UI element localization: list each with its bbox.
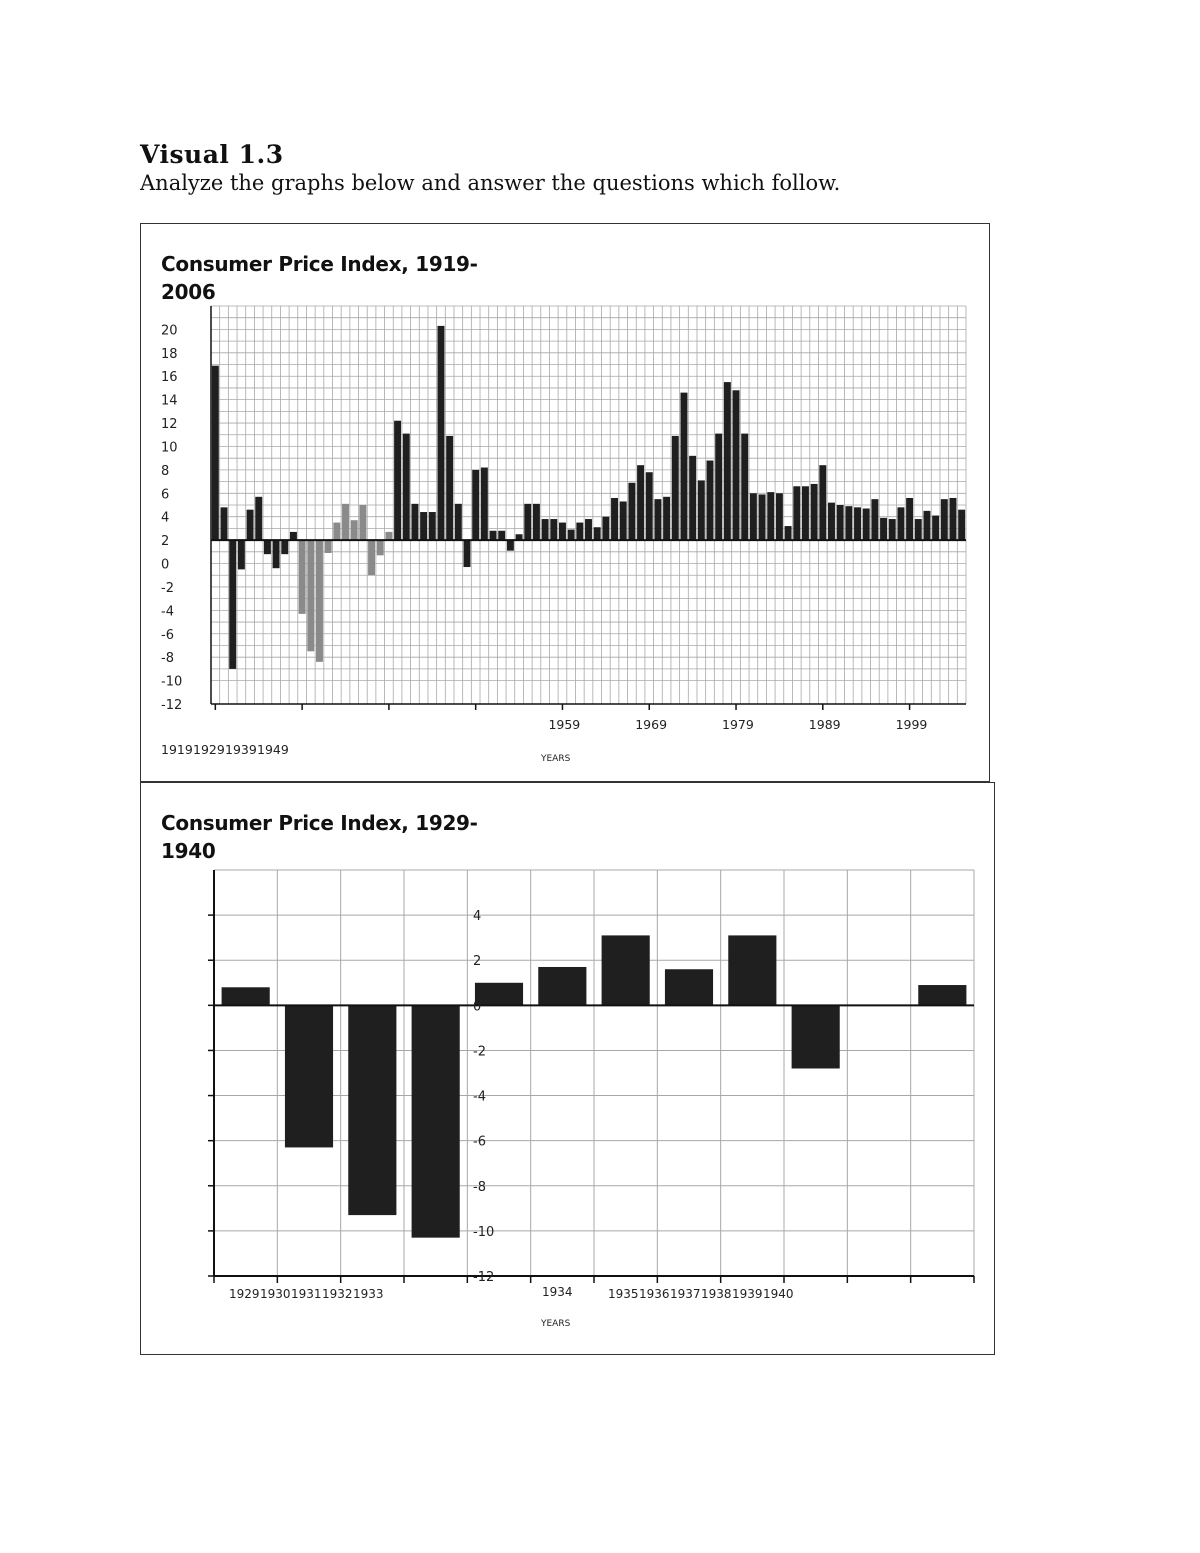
- bar-1920: [221, 507, 228, 540]
- bar-1974: [689, 456, 696, 540]
- y-tick-label: 14: [161, 393, 178, 409]
- x-tick-label: 1939: [225, 742, 257, 757]
- x-axis-label: YEARS: [541, 1319, 571, 1329]
- bar-1931: [316, 540, 323, 662]
- x-tick-label: 1959: [548, 717, 581, 732]
- y-tick-label: -2: [161, 580, 174, 596]
- x-tick-label: 1929: [229, 1287, 260, 1301]
- x-axis-label: YEARS: [541, 754, 571, 764]
- bar-1930: [307, 540, 314, 651]
- chart-title: Consumer Price Index, 1929-1940: [161, 811, 478, 863]
- bar-1927: [281, 540, 288, 554]
- y-tick-label: -4: [473, 1089, 486, 1105]
- bar-1966: [620, 501, 627, 540]
- bar-1928: [290, 532, 297, 540]
- bar-1969: [646, 472, 653, 540]
- bar-2005: [958, 510, 965, 540]
- chart-title: Consumer Price Index, 1919-2006: [161, 252, 478, 304]
- y-tick-label: 2: [473, 954, 482, 970]
- bar-1936: [359, 505, 366, 540]
- bar-1956: [533, 504, 540, 540]
- bar-1999: [906, 498, 913, 540]
- bar-1944: [429, 512, 436, 540]
- bar-1955: [524, 504, 531, 540]
- bar-1967: [628, 483, 635, 540]
- bar-1949: [472, 470, 479, 540]
- bar-1960: [568, 530, 575, 541]
- x-tick-label: 1931: [291, 1287, 322, 1301]
- y-tick-label: -10: [161, 674, 183, 690]
- bar-1943: [420, 512, 427, 540]
- x-tick-label: 1932: [322, 1287, 353, 1301]
- y-tick-label: -10: [473, 1224, 495, 1240]
- bar-1919: [212, 366, 219, 540]
- x-tick-label: 1939: [732, 1287, 763, 1301]
- bar-1947: [455, 504, 462, 540]
- y-tick-label: -12: [473, 1270, 495, 1285]
- bar-1924: [255, 497, 262, 540]
- bar-1998: [897, 507, 904, 540]
- bar-1985: [785, 526, 792, 540]
- x-tick-label: 1969: [635, 717, 668, 732]
- bar-1923: [247, 510, 254, 540]
- bar-1935: [351, 520, 358, 540]
- bar-1941: [403, 434, 410, 541]
- bar-1936: [665, 969, 713, 1005]
- y-tick-label: -6: [473, 1134, 486, 1150]
- bar-1935: [602, 935, 650, 1005]
- y-tick-label: 2: [161, 534, 170, 550]
- bar-1930: [285, 1005, 333, 1147]
- bar-1962: [585, 519, 592, 540]
- bar-1938: [377, 540, 384, 555]
- bar-1976: [707, 461, 714, 541]
- bar-1957: [542, 519, 549, 540]
- x-tick-label: 1937: [670, 1287, 701, 1301]
- bar-1931: [348, 1005, 396, 1215]
- bar-1940: [394, 421, 401, 540]
- bar-1977: [715, 434, 722, 541]
- bar-1991: [837, 505, 844, 540]
- bar-1970: [654, 499, 661, 540]
- bar-1925: [264, 540, 271, 554]
- bar-1921: [229, 540, 236, 669]
- y-tick-label: 10: [161, 440, 178, 456]
- x-tick-label: 1935: [608, 1287, 639, 1301]
- page-instructions: Analyze the graphs below and answer the questions which follow.: [140, 171, 841, 195]
- bar-1989: [819, 465, 826, 540]
- x-tick-label: 1933: [353, 1287, 384, 1301]
- x-tick-label: 1919: [161, 742, 193, 757]
- bar-1972: [672, 436, 679, 540]
- x-tick-label: 1934: [542, 1285, 573, 1299]
- y-tick-label: -6: [161, 627, 174, 643]
- y-tick-label: -12: [161, 698, 183, 713]
- x-tick-label: 1989: [808, 717, 841, 732]
- y-tick-label: -8: [161, 651, 174, 667]
- y-tick-label: 4: [161, 510, 170, 526]
- y-tick-label: -4: [161, 604, 174, 620]
- bar-1933: [475, 983, 523, 1006]
- bar-1945: [438, 326, 445, 540]
- bar-1932: [412, 1005, 460, 1237]
- bar-1963: [594, 527, 601, 540]
- bar-1994: [863, 509, 870, 541]
- bar-1980: [741, 434, 748, 541]
- y-tick-label: 4: [473, 909, 482, 925]
- y-tick-label: 0: [161, 557, 170, 573]
- y-tick-label: -2: [473, 1044, 486, 1060]
- bar-2004: [950, 498, 957, 540]
- bar-1982: [759, 494, 766, 540]
- bar-1939: [385, 532, 392, 540]
- bar-1971: [663, 497, 670, 540]
- bar-1958: [550, 519, 557, 540]
- bar-1964: [602, 517, 609, 540]
- bar-1992: [845, 506, 852, 540]
- bar-1986: [793, 486, 800, 540]
- x-tick-label: 1949: [257, 742, 289, 757]
- bar-1937: [368, 540, 375, 575]
- bar-1988: [811, 484, 818, 540]
- x-tick-label: 1999: [895, 717, 928, 732]
- chart-cpi-1929-1940: [140, 782, 995, 1355]
- y-tick-label: -8: [473, 1179, 486, 1195]
- bar-1937: [728, 935, 776, 1005]
- bar-1983: [767, 492, 774, 540]
- bar-1951: [490, 531, 497, 540]
- bar-1975: [698, 480, 705, 540]
- bar-1929: [299, 540, 306, 614]
- x-tick-label: 1936: [639, 1287, 670, 1301]
- bar-2000: [915, 519, 922, 540]
- bar-2003: [941, 499, 948, 540]
- bar-1973: [680, 393, 687, 540]
- bar-1952: [498, 531, 505, 540]
- bar-2001: [923, 511, 930, 540]
- page-title: Visual 1.3: [140, 140, 284, 169]
- y-tick-label: 20: [161, 323, 178, 339]
- bar-1934: [538, 967, 586, 1005]
- y-tick-label: 16: [161, 370, 178, 386]
- bar-1948: [464, 540, 471, 567]
- y-tick-label: 8: [161, 463, 170, 479]
- y-tick-label: 6: [161, 487, 170, 503]
- x-tick-label: 1929: [193, 742, 225, 757]
- bar-1981: [750, 493, 757, 540]
- bar-1961: [576, 523, 583, 541]
- bar-1946: [446, 436, 453, 540]
- bar-1959: [559, 523, 566, 541]
- bar-1940: [918, 985, 966, 1005]
- page-header: [140, 140, 1040, 195]
- bar-1978: [724, 382, 731, 540]
- bar-1942: [411, 504, 418, 540]
- bar-1996: [880, 518, 887, 540]
- bar-1990: [828, 503, 835, 540]
- bar-1968: [637, 465, 644, 540]
- x-tick-label: 1979: [722, 717, 754, 732]
- bar-1993: [854, 507, 861, 540]
- y-tick-label: 0: [473, 999, 482, 1015]
- bar-1926: [273, 540, 280, 568]
- bar-1984: [776, 493, 783, 540]
- bar-1932: [325, 540, 332, 553]
- y-tick-label: 12: [161, 417, 178, 433]
- bar-1929: [222, 987, 270, 1005]
- x-tick-label: 1930: [260, 1287, 291, 1301]
- chart-canvas: [141, 783, 996, 1356]
- bar-1995: [871, 499, 878, 540]
- bar-1950: [481, 468, 488, 541]
- y-tick-label: 18: [161, 346, 178, 362]
- chart-cpi-1919-2006: [140, 223, 990, 782]
- bar-1922: [238, 540, 245, 569]
- x-tick-label: 1938: [701, 1287, 732, 1301]
- bar-1934: [342, 504, 349, 540]
- chart-canvas: [141, 224, 991, 783]
- bar-2002: [932, 516, 939, 541]
- bar-1965: [611, 498, 618, 540]
- bar-1997: [889, 519, 896, 540]
- bar-1979: [733, 390, 740, 540]
- x-tick-label: 1940: [763, 1287, 794, 1301]
- bar-1938: [792, 1005, 840, 1068]
- bar-1953: [507, 540, 514, 551]
- bar-1933: [333, 523, 340, 541]
- bar-1987: [802, 486, 809, 540]
